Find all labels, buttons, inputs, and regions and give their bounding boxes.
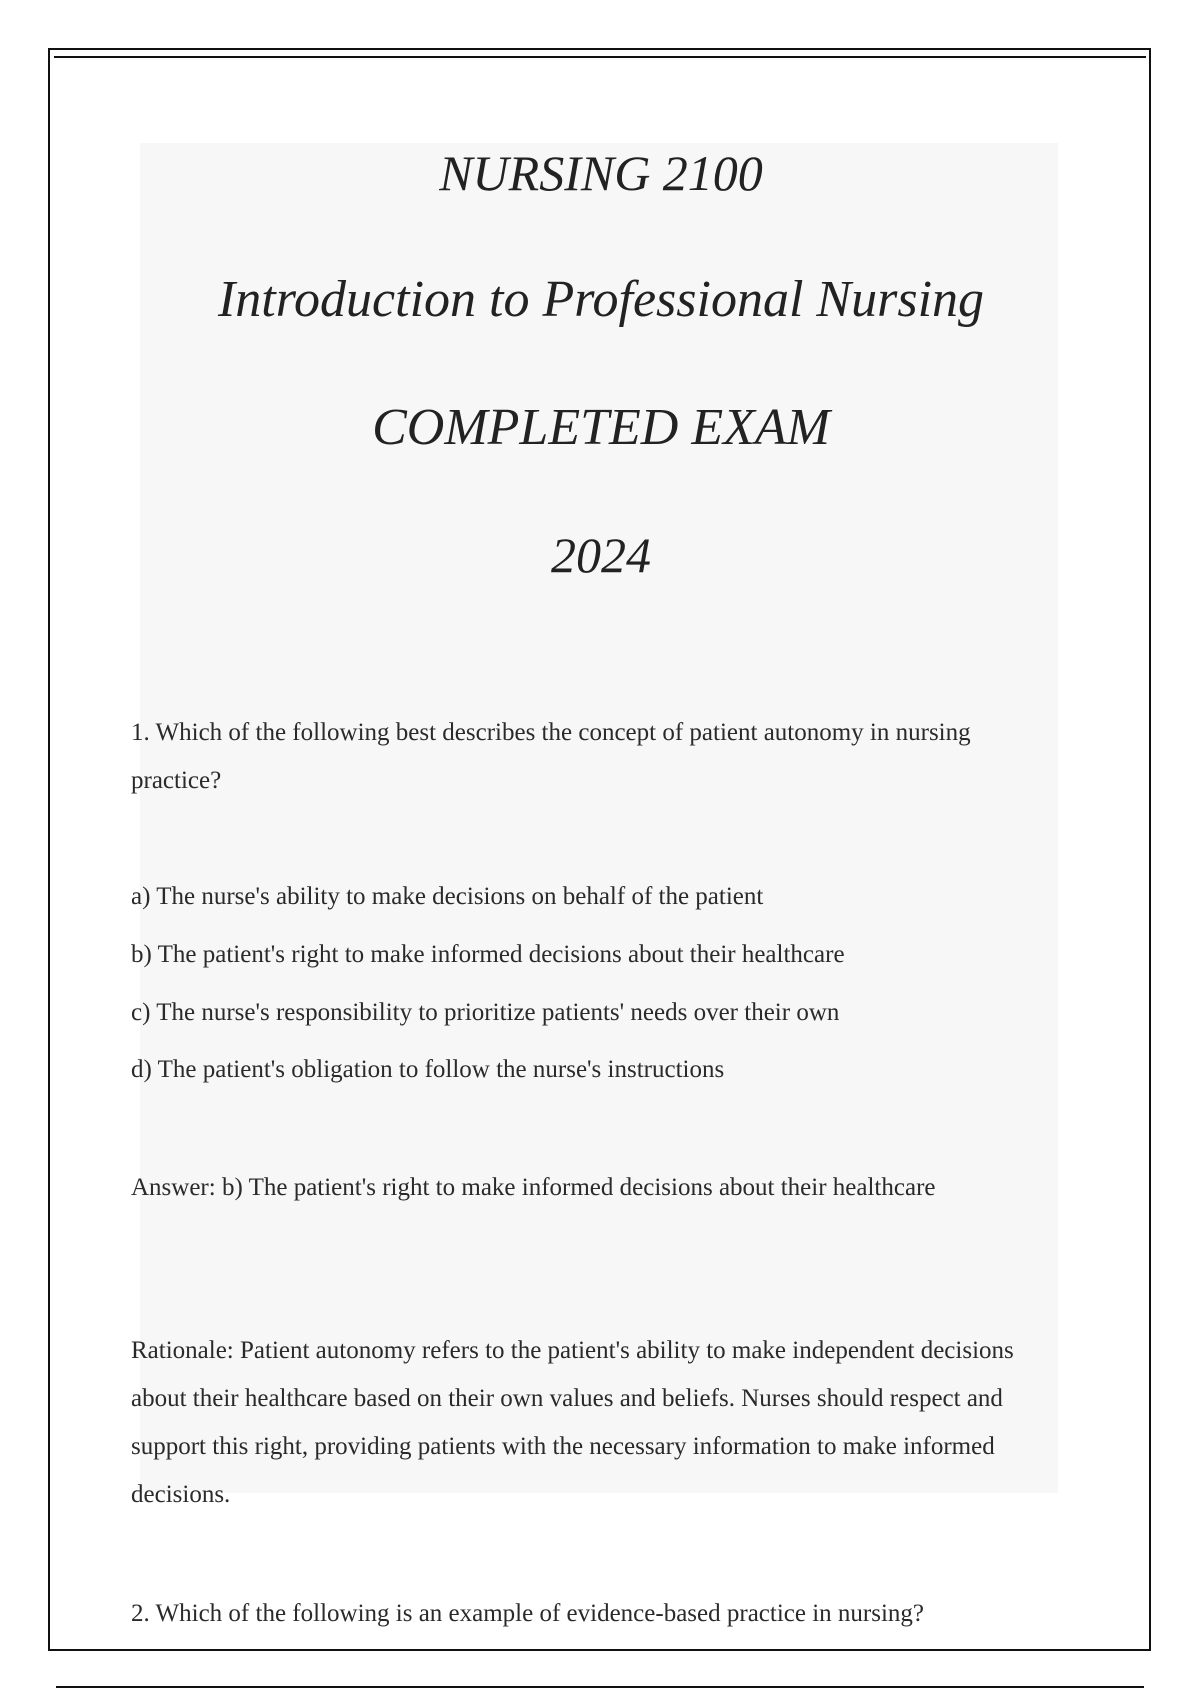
question-1-answer: Answer: b) The patient's right to make informed decisions about their healthcare [131,1174,936,1201]
exam-year: 2024 [551,527,651,583]
document-body [131,0,1031,1700]
question-2-text: 2. Which of the following is an example of evidence-based practice in nursing? [131,1600,925,1627]
question-1-option-a: a) The nurse's ability to make decisions on behalf of the patient [131,883,764,910]
exam-label: COMPLETED EXAM [372,399,830,456]
question-1-text: 1. Which of the following best describes the concept of patient autonomy in nursing practice? [131,719,971,794]
question-1-rationale: Rationale: Patient autonomy refers to the patient's ability to make independent decisions about their healthcare based on their own values and beliefs. Nurses should respect and support this right, providing patients with the necessary information to make informed decisions. [131,1337,1014,1508]
course-code: NURSING 2100 [439,145,763,201]
question-1-option-c: c) The nurse's responsibility to prioritize patients' needs over their own [131,999,840,1026]
course-title: Introduction to Professional Nursing [217,271,985,328]
question-1-option-b: b) The patient's right to make informed decisions about their healthcare [131,941,845,968]
question-1-option-d: d) The patient's obligation to follow the nurse's instructions [131,1056,725,1083]
